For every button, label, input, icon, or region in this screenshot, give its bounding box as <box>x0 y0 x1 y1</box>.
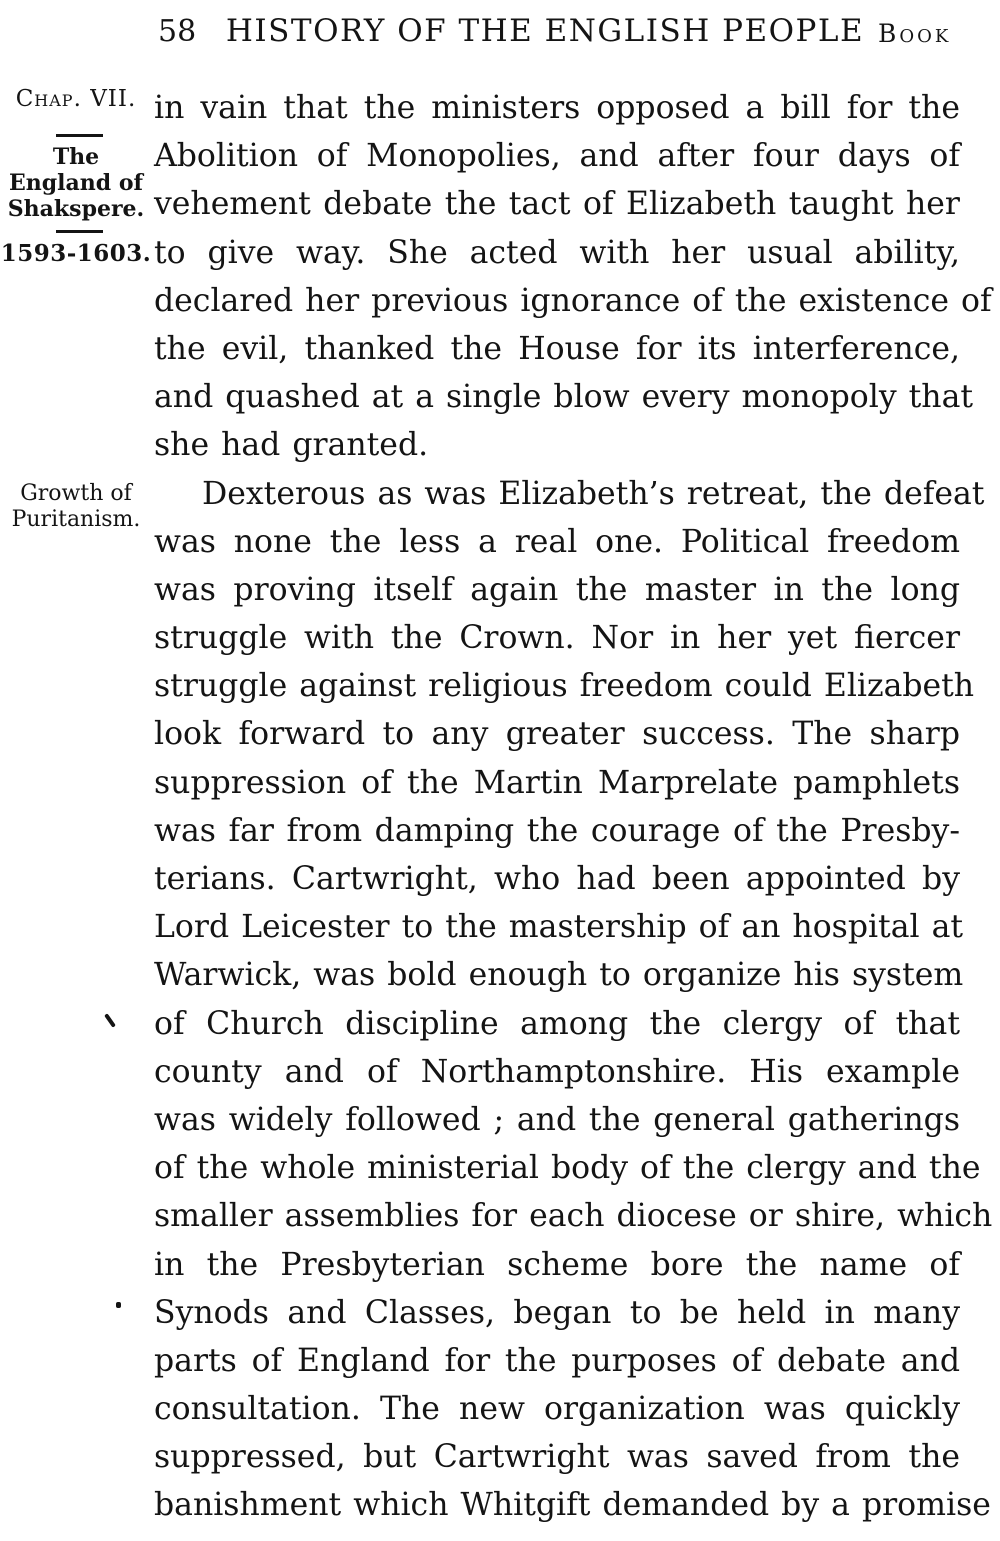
text-line: Warwick, was bold enough to organize his system <box>154 957 964 994</box>
body-text <box>154 84 993 1530</box>
book-label: Book <box>878 19 952 48</box>
text-line: was widely followed ; and the general gatherings <box>154 1101 960 1138</box>
text-line: Lord Leicester to the mastership of an hospital at <box>154 909 964 946</box>
text-line: Abolition of Monopolies, and after four days of <box>154 138 960 175</box>
text-line: was none the less a real one. Political freedom <box>154 523 960 560</box>
text-line: struggle with the Crown. Nor in her yet fiercer <box>154 620 960 657</box>
text-line: in the Presbyterian scheme bore the name of <box>154 1246 960 1283</box>
section-title-line: Shakspere. <box>7 196 145 222</box>
text-line: and quashed at a single blow every monopoly that <box>154 379 974 416</box>
growth-note-line: Puritanism. <box>11 507 141 532</box>
margin-divider <box>56 230 103 233</box>
text-line: look forward to any greater success. The sharp <box>154 716 960 753</box>
section-title-line: England of <box>9 170 143 196</box>
text-line: in vain that the ministers opposed a bill for the <box>154 90 960 126</box>
growth-of-puritanism-note <box>0 481 152 533</box>
date-range-note: 1593-1603. <box>0 240 152 267</box>
text-line: the evil, thanked the House for its interference, <box>154 330 960 367</box>
margin-divider <box>56 134 103 137</box>
text-line: terians. Cartwright, who had been appointed by <box>154 861 960 897</box>
text-line: consultation. The new organization was quickly <box>154 1391 960 1428</box>
text-line: parts of England for the purposes of debate and <box>154 1342 960 1379</box>
ink-speck <box>104 1013 116 1028</box>
text-line: declared her previous ignorance of the existence of <box>154 282 992 319</box>
section-title-line: The <box>52 144 100 170</box>
section-title-note <box>0 144 152 222</box>
text-line: county and of Northamptonshire. His example <box>154 1053 960 1090</box>
text-line: to give way. She acted with her usual ability, <box>154 234 960 271</box>
text-line: Synods and Classes, began to be held in many <box>154 1294 960 1331</box>
running-title: HISTORY OF THE ENGLISH PEOPLE <box>225 13 865 49</box>
text-line: was proving itself again the master in the long <box>154 571 960 608</box>
text-line: of the whole ministerial body of the clergy and the <box>154 1150 981 1187</box>
paragraph <box>154 84 992 470</box>
growth-note-line: Growth of <box>20 481 132 506</box>
text-line: was far from damping the courage of the Presby- <box>154 812 960 849</box>
text-line: suppression of the Martin Marprelate pamphlets <box>154 764 960 801</box>
ink-speck <box>116 1302 121 1308</box>
page-number: 58 <box>158 14 197 49</box>
text-line: suppressed, but Cartwright was saved from the <box>154 1439 960 1476</box>
margin-notes-column <box>0 0 152 1541</box>
text-line: of Church discipline among the clergy of that <box>154 1005 960 1042</box>
text-line: Dexterous as was Elizabeth’s retreat, the defeat <box>202 475 985 512</box>
paragraph <box>154 470 993 1530</box>
chapter-note: Chap. VII. <box>15 86 137 112</box>
text-line: she had granted. <box>154 427 429 464</box>
text-line: banishment which Whitgift demanded by a promise <box>154 1487 991 1524</box>
text-line: smaller assemblies for each diocese or shire, which <box>154 1198 993 1235</box>
text-line: vehement debate the tact of Elizabeth taught her <box>154 186 960 223</box>
text-line: struggle against religious freedom could Elizabeth <box>154 668 975 705</box>
